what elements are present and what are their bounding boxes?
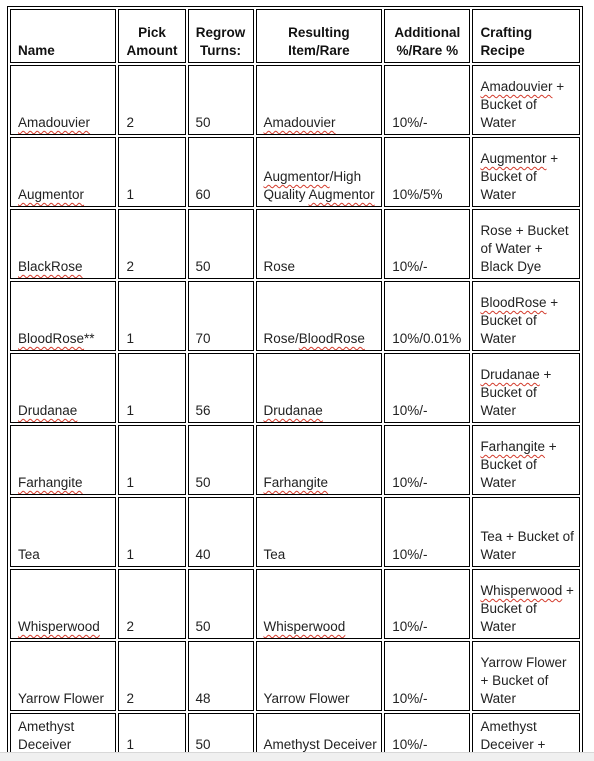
- cell-additional-rare: 10%/-: [384, 569, 470, 639]
- cell-regrow-turns: 70: [188, 281, 254, 351]
- cell-pick-amount: 1: [118, 425, 185, 495]
- cell-name: Amethyst Deceiver: [10, 713, 116, 757]
- table-row: [10, 425, 580, 495]
- cell-crafting-recipe: Drudanae + Bucket of Water: [472, 353, 580, 423]
- cell-resulting-item: Augmentor/High Quality Augmentor: [256, 137, 383, 207]
- cell-regrow-turns: 48: [188, 641, 254, 711]
- header-additional-rare: Additional %/Rare %: [384, 9, 470, 63]
- cell-crafting-recipe: Yarrow Flower + Bucket of Water: [472, 641, 580, 711]
- cell-additional-rare: 10%/-: [384, 65, 470, 135]
- cell-crafting-recipe: Amadouvier + Bucket of Water: [472, 65, 580, 135]
- spellcheck-word: Amadouvier: [480, 79, 553, 94]
- cell-pick-amount: 2: [118, 209, 185, 279]
- cell-name: [10, 569, 116, 639]
- spellcheck-word: BloodRose: [18, 331, 85, 346]
- header-regrow-turns: Regrow Turns:: [188, 9, 254, 63]
- table-row: [10, 281, 580, 351]
- cell-resulting-item: Yarrow Flower: [256, 641, 383, 711]
- cell-resulting-item: [256, 569, 383, 639]
- spellcheck-word: Farhangite: [18, 475, 83, 490]
- spellcheck-word: Augmentor: [18, 187, 85, 202]
- table-row: [10, 569, 580, 639]
- table-row: [10, 713, 580, 757]
- spellcheck-word: BlackRose: [18, 259, 83, 274]
- cell-additional-rare: 10%/-: [384, 353, 470, 423]
- header-crafting-recipe: Crafting Recipe: [472, 9, 580, 63]
- cell-name: Yarrow Flower: [10, 641, 116, 711]
- spellcheck-word: Amadouvier: [18, 115, 91, 130]
- spellcheck-word: Drudanae: [18, 403, 78, 418]
- cell-regrow-turns: 50: [188, 713, 254, 757]
- cell-crafting-recipe: Farhangite + Bucket of Water: [472, 425, 580, 495]
- cell-name: [10, 137, 116, 207]
- cell-additional-rare: 10%/-: [384, 497, 470, 567]
- cell-regrow-turns: 60: [188, 137, 254, 207]
- spellcheck-word: Augmentor: [308, 187, 375, 202]
- spellcheck-word: Farhangite: [263, 475, 329, 490]
- table-row: [10, 209, 580, 279]
- cell-resulting-item: [256, 353, 383, 423]
- cell-resulting-item: Rose: [256, 209, 383, 279]
- header-resulting-item: Resulting Item/Rare: [256, 9, 383, 63]
- spellcheck-word: Augmentor: [263, 169, 330, 184]
- cell-additional-rare: 10%/-: [384, 425, 470, 495]
- cell-resulting-item: Tea: [256, 497, 383, 567]
- spellcheck-word: Farhangite: [480, 439, 545, 454]
- cell-crafting-recipe: Amethyst Deceiver +: [472, 713, 580, 757]
- cell-additional-rare: 10%/0.01%: [384, 281, 470, 351]
- cell-pick-amount: 2: [118, 641, 185, 711]
- cell-crafting-recipe: Augmentor + Bucket of Water: [472, 137, 580, 207]
- spellcheck-word: BloodRose: [480, 295, 547, 310]
- spellcheck-word: Augmentor: [480, 151, 547, 166]
- cell-pick-amount: 2: [118, 65, 185, 135]
- cell-regrow-turns: 50: [188, 425, 254, 495]
- table-row: [10, 497, 580, 567]
- table-row: [10, 65, 580, 135]
- cell-pick-amount: 1: [118, 137, 185, 207]
- cell-pick-amount: 1: [118, 353, 185, 423]
- cell-additional-rare: 10%/-: [384, 641, 470, 711]
- header-name: Name: [10, 9, 116, 63]
- cell-pick-amount: 1: [118, 281, 185, 351]
- cell-crafting-recipe: Tea + Bucket of Water: [472, 497, 580, 567]
- cell-resulting-item: Amethyst Deceiver: [256, 713, 383, 757]
- cell-pick-amount: 1: [118, 713, 185, 757]
- cell-additional-rare: 10%/-: [384, 209, 470, 279]
- cell-crafting-recipe: Rose + Bucket of Water + Black Dye: [472, 209, 580, 279]
- cell-regrow-turns: 56: [188, 353, 254, 423]
- cell-additional-rare: 10%/5%: [384, 137, 470, 207]
- cell-name: Tea: [10, 497, 116, 567]
- spellcheck-word: Drudanae: [263, 403, 323, 418]
- spellcheck-word: Drudanae: [480, 367, 540, 382]
- cell-additional-rare: 10%/-: [384, 713, 470, 757]
- cell-pick-amount: 1: [118, 497, 185, 567]
- table-row: [10, 353, 580, 423]
- cell-name: [10, 65, 116, 135]
- table-row: [10, 641, 580, 711]
- spellcheck-word: Whisperwood: [263, 619, 346, 634]
- cell-name: BloodRose**: [10, 281, 116, 351]
- cell-resulting-item: Rose/BloodRose: [256, 281, 383, 351]
- cell-crafting-recipe: Whisperwood + Bucket of Water: [472, 569, 580, 639]
- cell-pick-amount: 2: [118, 569, 185, 639]
- cell-regrow-turns: 50: [188, 65, 254, 135]
- spellcheck-word: Whisperwood: [18, 619, 100, 634]
- spellcheck-word: BloodRose: [298, 331, 365, 346]
- herb-table: [7, 6, 583, 760]
- cell-regrow-turns: 50: [188, 569, 254, 639]
- cell-crafting-recipe: BloodRose + Bucket of Water: [472, 281, 580, 351]
- cell-name: [10, 425, 116, 495]
- document-page: [7, 6, 583, 760]
- cell-regrow-turns: 40: [188, 497, 254, 567]
- cell-resulting-item: [256, 65, 383, 135]
- header-row: [10, 9, 580, 63]
- cell-resulting-item: [256, 425, 383, 495]
- spellcheck-word: Amadouvier: [263, 115, 336, 130]
- cell-regrow-turns: 50: [188, 209, 254, 279]
- cell-name: [10, 353, 116, 423]
- header-pick-amount: Pick Amount: [118, 9, 185, 63]
- table-row: [10, 137, 580, 207]
- cell-name: [10, 209, 116, 279]
- spellcheck-word: Whisperwood: [480, 583, 563, 598]
